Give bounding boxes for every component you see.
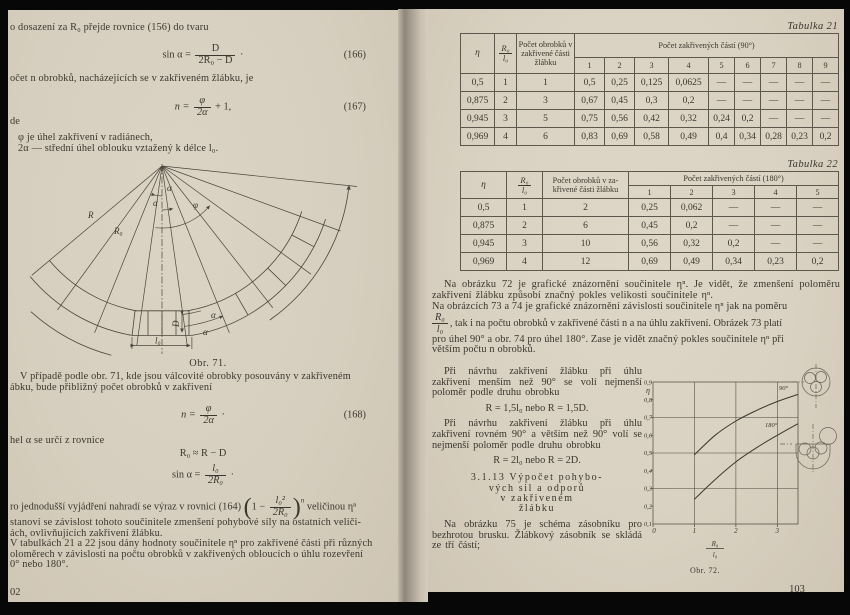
column-header-ratio: $\frac{\text{R₀}}{\text{l₀}}$ bbox=[495, 34, 517, 74]
table-22 bbox=[460, 171, 839, 271]
svg-text:1: 1 bbox=[692, 527, 697, 535]
x-axis-labels bbox=[652, 527, 779, 535]
paragraph-line: $\frac{\text{R₀}}{\text{l₀}}$ , tak i na počtu obrobků v zakřivené části n a na úhlu zakřivení. Obrázek 73 platí bbox=[432, 313, 840, 335]
paragraph-line: V tabulkách 21 a 22 jsou dány hodnoty součinitele ηⁿ pro zakřivené části při různých bbox=[10, 538, 373, 550]
definition-2alpha: 2α — střední úhel oblouku vztažený k délce l₀. bbox=[18, 143, 219, 154]
paragraph: Při návrhu zakřivení žlábku při úhlu zakřivení rovném 90° a větším než 90° volí se nejmenší poloměr podle druhu obrobku bbox=[432, 418, 642, 451]
paragraph: Na obrázku 72 je grafické znázornění součinitele ηⁿ. Je vidět, že zmenšení poloměru zakřivení žlábku způsobí značný pokles velikosti součinitele ηⁿ. bbox=[432, 279, 840, 301]
col-num: 2 bbox=[671, 186, 713, 199]
table-22-title: Tabulka 22 bbox=[787, 159, 838, 170]
column-header-span: Počet zakřivených částí (180°) bbox=[629, 172, 839, 186]
svg-text:R₀: R₀ bbox=[711, 540, 719, 548]
table-21-title: Tabulka 21 bbox=[787, 21, 838, 32]
column-header-eta: η bbox=[461, 34, 495, 74]
figure-72-caption: Obr. 72. bbox=[690, 566, 720, 575]
angle-arcs bbox=[155, 195, 223, 326]
svg-text:3: 3 bbox=[775, 527, 780, 535]
equation-number: (168) bbox=[343, 409, 366, 421]
figure-71-caption: Obr. 71. bbox=[189, 358, 227, 369]
equation-number: (167) bbox=[343, 101, 366, 113]
column-header-span: Počet zakřivených částí (90°) bbox=[575, 34, 839, 58]
table-row: 0,5 1 1 0,5 0,25 0,125 0,0625 — — — — — bbox=[461, 74, 839, 92]
paragraph-line: ách, ovlivňujících zakřivení žlábku. bbox=[10, 527, 163, 539]
col-num: 6 bbox=[735, 58, 761, 74]
svg-text:0,5: 0,5 bbox=[643, 450, 652, 458]
book-gutter bbox=[398, 9, 428, 602]
equation-166: sin α = $\frac{D}{\text{2R₀ − D}}$ · (166) bbox=[162, 43, 366, 66]
column-header-ratio: $\frac{\text{R₀}}{\text{l₀}}$ bbox=[507, 172, 543, 199]
col-num: 4 bbox=[669, 58, 709, 74]
y-axis-labels bbox=[644, 380, 653, 529]
col-num: 4 bbox=[755, 186, 797, 199]
groove-arcs bbox=[30, 186, 349, 356]
label-l0: l₀ bbox=[155, 335, 161, 346]
table-row: 0,969 4 12 0,69 0,49 0,34 0,23 0,2 bbox=[461, 253, 839, 271]
paragraph-line: 0° nebo 180°. bbox=[10, 559, 69, 571]
paragraph-line: stanoví se závislost tohoto součinitele zmenšení pohybové síly na ostatních veliči- bbox=[10, 517, 362, 528]
col-num: 8 bbox=[787, 58, 813, 74]
formula-R15: R = 1,5l₀ nebo R = 1,5D. bbox=[485, 403, 589, 415]
column-header-eta: η bbox=[461, 172, 507, 199]
col-num: 5 bbox=[797, 186, 839, 199]
svg-text:0,8: 0,8 bbox=[643, 397, 652, 404]
page-left bbox=[8, 10, 398, 602]
table-21 bbox=[460, 33, 839, 146]
equation-R0: R₀ ≈ R − D bbox=[179, 448, 227, 459]
table-row: 0,875 2 6 0,45 0,2 — — — bbox=[461, 217, 839, 235]
label-alpha-3: α bbox=[211, 310, 216, 320]
paragraph-line: oloměrech v závislosti na počtu obrobků v zakřivených obloucích o úhlu rozevření bbox=[10, 548, 364, 560]
page-number-right: 103 bbox=[789, 584, 805, 595]
svg-text:0,4: 0,4 bbox=[643, 467, 652, 475]
equation-168: n = $\frac{\varphi}{2\alpha}$ · (168) bbox=[181, 403, 366, 426]
paragraph: Na obrázku 75 je schéma zásobníku pro bezhrotou brusku. Žlábkový zásobník se skládá ze tří částí; bbox=[432, 518, 642, 552]
table-row: 0,945 3 5 0,75 0,56 0,42 0,32 0,24 0,2 — — — bbox=[461, 110, 839, 128]
col-num: 7 bbox=[761, 58, 787, 74]
equation-167: n = $\frac{\varphi}{2\alpha}$ + 1, (167) bbox=[174, 95, 366, 118]
paragraph: hel α se určí z rovnice bbox=[10, 435, 105, 446]
figure-71-drawing bbox=[28, 156, 388, 358]
svg-text:0,7: 0,7 bbox=[643, 414, 652, 422]
col-num: 1 bbox=[629, 186, 671, 199]
svg-text:2: 2 bbox=[734, 527, 738, 535]
closing-paragraph bbox=[10, 496, 382, 571]
table-row: 0,5 1 2 0,25 0,062 — — — bbox=[461, 199, 839, 217]
paragraph-line: větším počtu n obrobků. bbox=[432, 344, 536, 356]
figure-labels bbox=[87, 183, 216, 346]
fan-radial-lines bbox=[32, 164, 357, 354]
paragraph-line: pro úhel 90° a obr. 74 pro úhel 180°. Zase je vidět značný pokles součinitele ηⁿ při bbox=[432, 333, 785, 345]
label-D: D bbox=[171, 320, 181, 327]
formula-R2: R = 2l₀ nebo R = 2D. bbox=[493, 455, 581, 467]
paragraph: Při návrhu zakřivení žlábku při úhlu zakřivení menším než 90° se volí nejmenší poloměr podle druhu obrobku bbox=[432, 366, 642, 399]
svg-text:0,9: 0,9 bbox=[643, 379, 652, 387]
paragraph: očet n obrobků, nacházejících se v zakřiveném žlábku, je bbox=[10, 73, 254, 84]
paragraph-line: Na obrázcích 73 a 74 je grafické znázornění závislosti součinitele ηⁿ jak na poměru bbox=[432, 301, 788, 312]
col-num: 1 bbox=[575, 58, 605, 74]
label-R: R bbox=[88, 210, 94, 220]
label-phi: φ bbox=[193, 200, 198, 210]
svg-text:0,3: 0,3 bbox=[643, 485, 652, 493]
svg-text:0: 0 bbox=[652, 527, 656, 535]
svg-text:0,2: 0,2 bbox=[643, 503, 652, 511]
y-axis-title: η bbox=[646, 386, 650, 395]
paragraph-line: ro jednodušší vyjádření nahradí se výraz v rovnici (164) (1 − $\frac{\text{l₀²}}{\text{2R₀}}$ )$^n$ veličinou ηⁿ bbox=[10, 494, 357, 521]
col-num: 2 bbox=[605, 58, 635, 74]
svg-text:0,6: 0,6 bbox=[643, 432, 652, 440]
definition-phi: φ je úhel zakřivení v radiánech, bbox=[18, 132, 153, 143]
col-num: 3 bbox=[635, 58, 669, 74]
col-num: 3 bbox=[713, 186, 755, 199]
equation-sin: sin α = $\frac{\text{l₀}}{\text{2R₀}}$ · bbox=[172, 463, 234, 486]
svg-text:180°: 180° bbox=[765, 422, 778, 429]
label-alpha-4: α bbox=[203, 327, 208, 337]
col-num: 5 bbox=[709, 58, 735, 74]
word-kde: de bbox=[10, 116, 21, 127]
svg-text:0,1: 0,1 bbox=[643, 521, 652, 529]
page-number-left: 02 bbox=[10, 587, 21, 598]
label-alpha-2: α bbox=[153, 198, 158, 208]
x-axis-title-fraction bbox=[706, 540, 724, 559]
paragraph: ábku, bude přibližný počet obrobků v zakřivení bbox=[10, 382, 213, 393]
table-row: 0,969 4 6 0,83 0,69 0,58 0,49 0,4 0,34 0,28 0,23 0,2 bbox=[461, 128, 839, 146]
label-alpha-1: α bbox=[167, 183, 172, 193]
paragraph bbox=[432, 302, 840, 356]
left-column bbox=[432, 367, 642, 552]
svg-text:l₀: l₀ bbox=[712, 551, 718, 559]
svg-text:90°: 90° bbox=[779, 385, 789, 392]
column-header-count: Počet obrobků v za- křivené části žlábku bbox=[543, 172, 629, 199]
paragraph: o dosazení za R₀ přejde rovnice (156) do tvaru bbox=[10, 22, 209, 33]
section-heading: 3.1.13 Výpočet pohybo- vých sil a odporů v zakřiveném žlábku bbox=[470, 472, 604, 515]
table-row: 0,945 3 10 0,56 0,32 0,2 — — bbox=[461, 235, 839, 253]
page-right bbox=[428, 9, 844, 595]
label-R0: R₀ bbox=[114, 226, 123, 236]
paragraph: V případě podle obr. 71, kde jsou válcovité obrobky posouvány v zakřiveném bbox=[20, 371, 351, 382]
col-num: 9 bbox=[813, 58, 839, 74]
groove-cross-section-sketches bbox=[776, 356, 840, 486]
table-row: 0,875 2 3 0,67 0,45 0,3 0,2 — — — — — bbox=[461, 92, 839, 110]
column-header-count: Počet obrobků v zakřivené části žlábku bbox=[517, 34, 575, 74]
equation-number: (166) bbox=[343, 49, 366, 61]
